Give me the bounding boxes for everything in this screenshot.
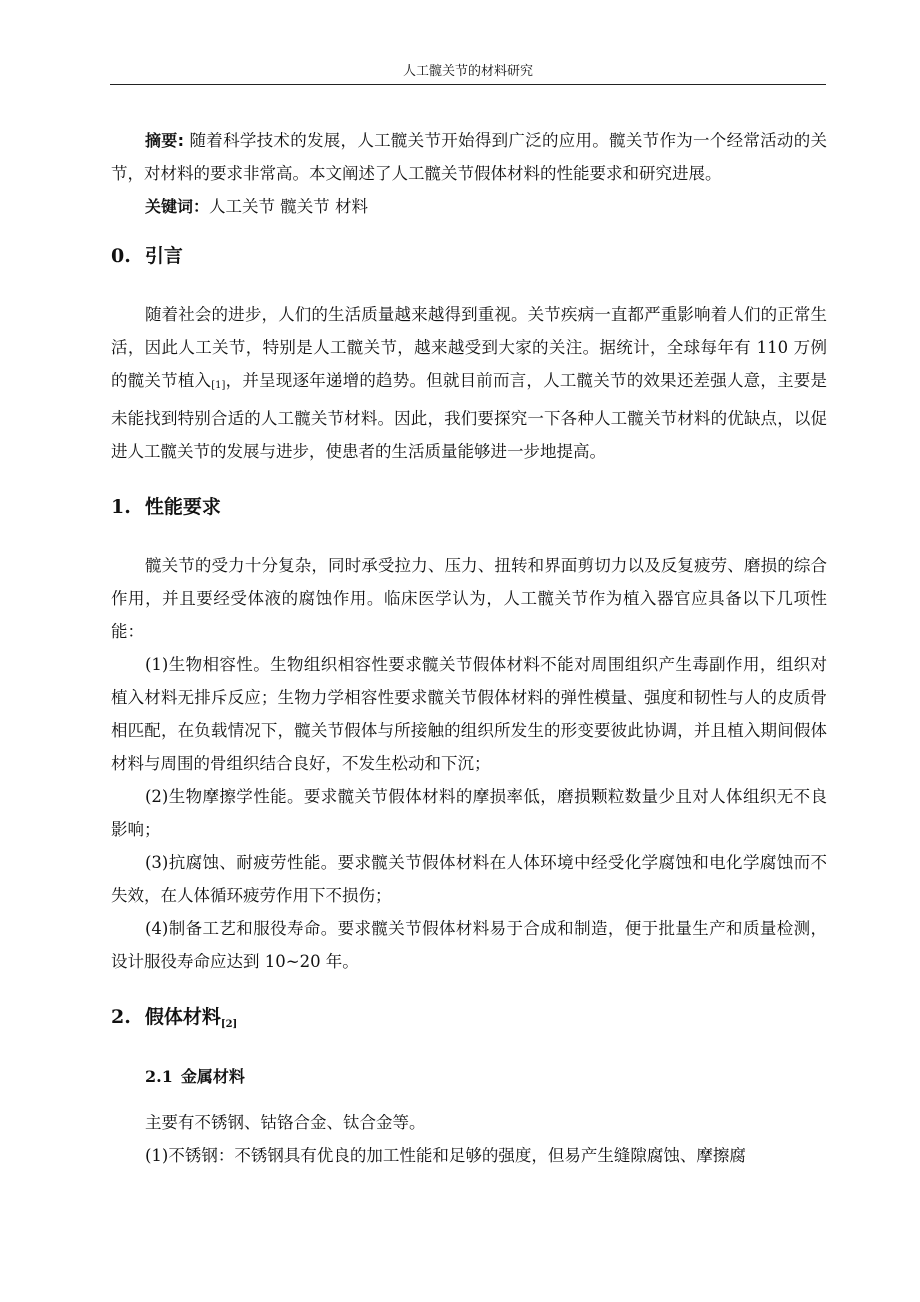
- section-heading-intro: [111, 241, 827, 271]
- section-heading-performance: [111, 492, 827, 522]
- citation-ref: [2]: [220, 1019, 238, 1030]
- intro-paragraph: [111, 298, 827, 468]
- section-title: 性能要求: [144, 496, 221, 518]
- metal-item-1: (1)不锈钢：不锈钢具有优良的加工性能和足够的强度，但易产生缝隙腐蚀、摩擦腐: [145, 1146, 746, 1165]
- intro-text-part1: 随着社会的进步，人们的生活质量越来越得到重视。关节疾病一直都严重影响着人们的正常生活，因此人工关节，特别是人工髋关节，越来越受到大家的关注。据统计，全球每年有 110 万例的髋关节植入: [111, 305, 827, 390]
- metal-intro: 主要有不锈钢、钴铬合金、钛合金等。: [145, 1113, 426, 1132]
- keywords-text: 人工关节 髋关节 材料: [209, 197, 369, 216]
- keywords: [111, 190, 827, 223]
- performance-intro: 髋关节的受力十分复杂，同时承受拉力、压力、扭转和界面剪切力以及反复疲劳、磨损的综合作用，并且要经受体液的腐蚀作用。临床医学认为，人工髋关节作为植入器官应具备以下几项性能：: [111, 556, 827, 641]
- intro-text-part2: ，并呈现逐年递增的趋势。但就目前而言，人工髋关节的效果还差强人意，主要是未能找到特别合适的人工髋关节材料。因此，我们要探究一下各种人工髋关节材料的优缺点，以促进人工髋关节的发展与进步，使患者的生活质量能够进一步地提高。: [111, 371, 828, 461]
- section-title: 引言: [144, 245, 183, 267]
- performance-item-2: (2)生物摩擦学性能。要求髋关节假体材料的摩损率低，磨损颗粒数量少且对人体组织无不良影响；: [111, 787, 827, 839]
- section-title: 假体材料: [144, 1006, 221, 1028]
- section-heading-materials: [111, 1002, 827, 1040]
- section-number: 1.: [111, 496, 131, 518]
- running-header: [110, 62, 826, 85]
- keywords-label: 关键词：: [145, 197, 210, 216]
- subsection-number: 2.1: [145, 1067, 173, 1086]
- performance-item-1: (1)生物相容性。生物组织相容性要求髋关节假体材料不能对周围组织产生毒副作用，组织对植入材料无排斥反应；生物力学相容性要求髋关节假体材料的弹性模量、强度和韧性与人的皮质骨相匹配，在负载情况下，髋关节假体与所接触的组织所发生的形变要彼此协调，并且植入期间假体材料与周围的骨组织结合良好，不发生松动和下沉；: [111, 655, 827, 773]
- citation-ref: [1]: [211, 380, 226, 391]
- abstract-text: 随着科学技术的发展，人工髋关节开始得到广泛的应用。髋关节作为一个经常活动的关节，对材料的要求非常高。本文阐述了人工髋关节假体材料的性能要求和研究进展。: [111, 131, 827, 183]
- section-number: 0.: [111, 245, 131, 267]
- page-body: [111, 124, 827, 1172]
- running-title: 人工髋关节的材料研究: [402, 64, 533, 79]
- subsection-heading-metal: [111, 1062, 827, 1092]
- performance-item-4: (4)制备工艺和服役寿命。要求髋关节假体材料易于合成和制造，便于批量生产和质量检测，设计服役寿命应达到 10~20 年。: [111, 919, 827, 971]
- section-number: 2.: [111, 1006, 131, 1028]
- subsection-title: 金属材料: [180, 1067, 245, 1086]
- performance-item-3: (3)抗腐蚀、耐疲劳性能。要求髋关节假体材料在人体环境中经受化学腐蚀和电化学腐蚀而不失效，在人体循环疲劳作用下不损伤；: [111, 853, 827, 905]
- abstract-label: 摘要:: [145, 131, 184, 150]
- abstract: [111, 124, 827, 190]
